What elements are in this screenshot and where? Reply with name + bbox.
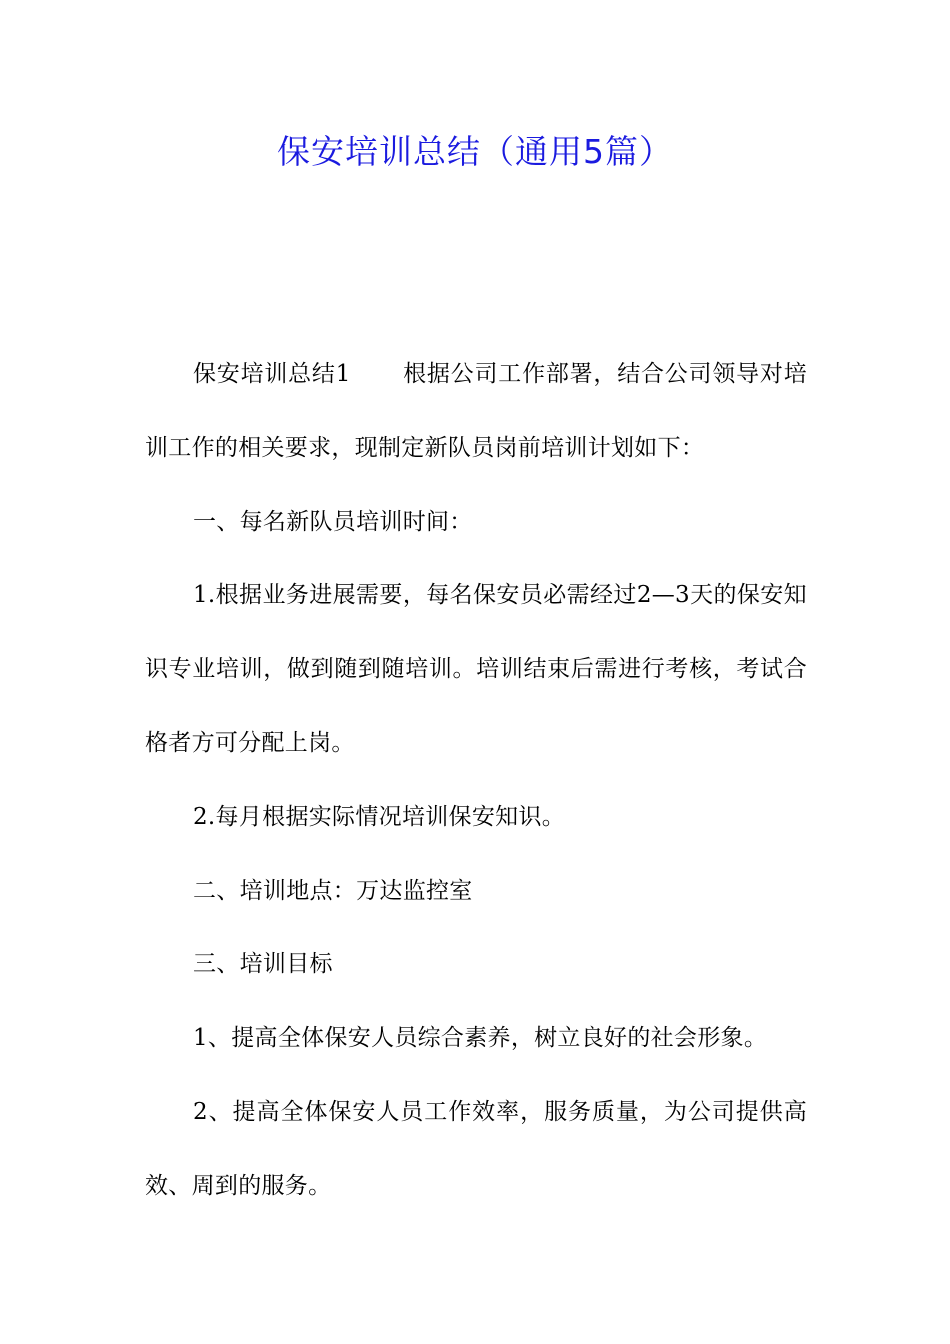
section-heading: 保安培训总结1 xyxy=(193,361,351,387)
paragraph: 2.每月根据实际情况培训保安知识。 xyxy=(193,803,566,830)
paragraph: 2、提高全体保安人员工作效率，服务质量，为公司提供高效、周到的服务。 xyxy=(145,1098,807,1199)
document-title: 保安培训总结（通用5篇） xyxy=(277,132,673,171)
paragraph: 一、每名新队员培训时间： xyxy=(193,508,473,535)
paragraph: 三、培训目标 xyxy=(193,951,333,978)
paragraph: 1、提高全体保安人员综合素养，树立良好的社会形象。 xyxy=(193,1025,768,1052)
paragraph: 二、培训地点：万达监控室 xyxy=(193,877,473,904)
paragraph-text: 根据公司工作部署，结合公司领导对培训工作的相关要求，现制定新队员岗前培训计划如下： xyxy=(145,361,808,461)
document-body xyxy=(145,338,807,1224)
paragraph-intro xyxy=(145,338,807,486)
paragraph: 1.根据业务进展需要，每名保安员必需经过2—3天的保安知识专业培训，做到随到随培训。培训结束后需进行考核，考试合格者方可分配上岗。 xyxy=(145,582,807,756)
